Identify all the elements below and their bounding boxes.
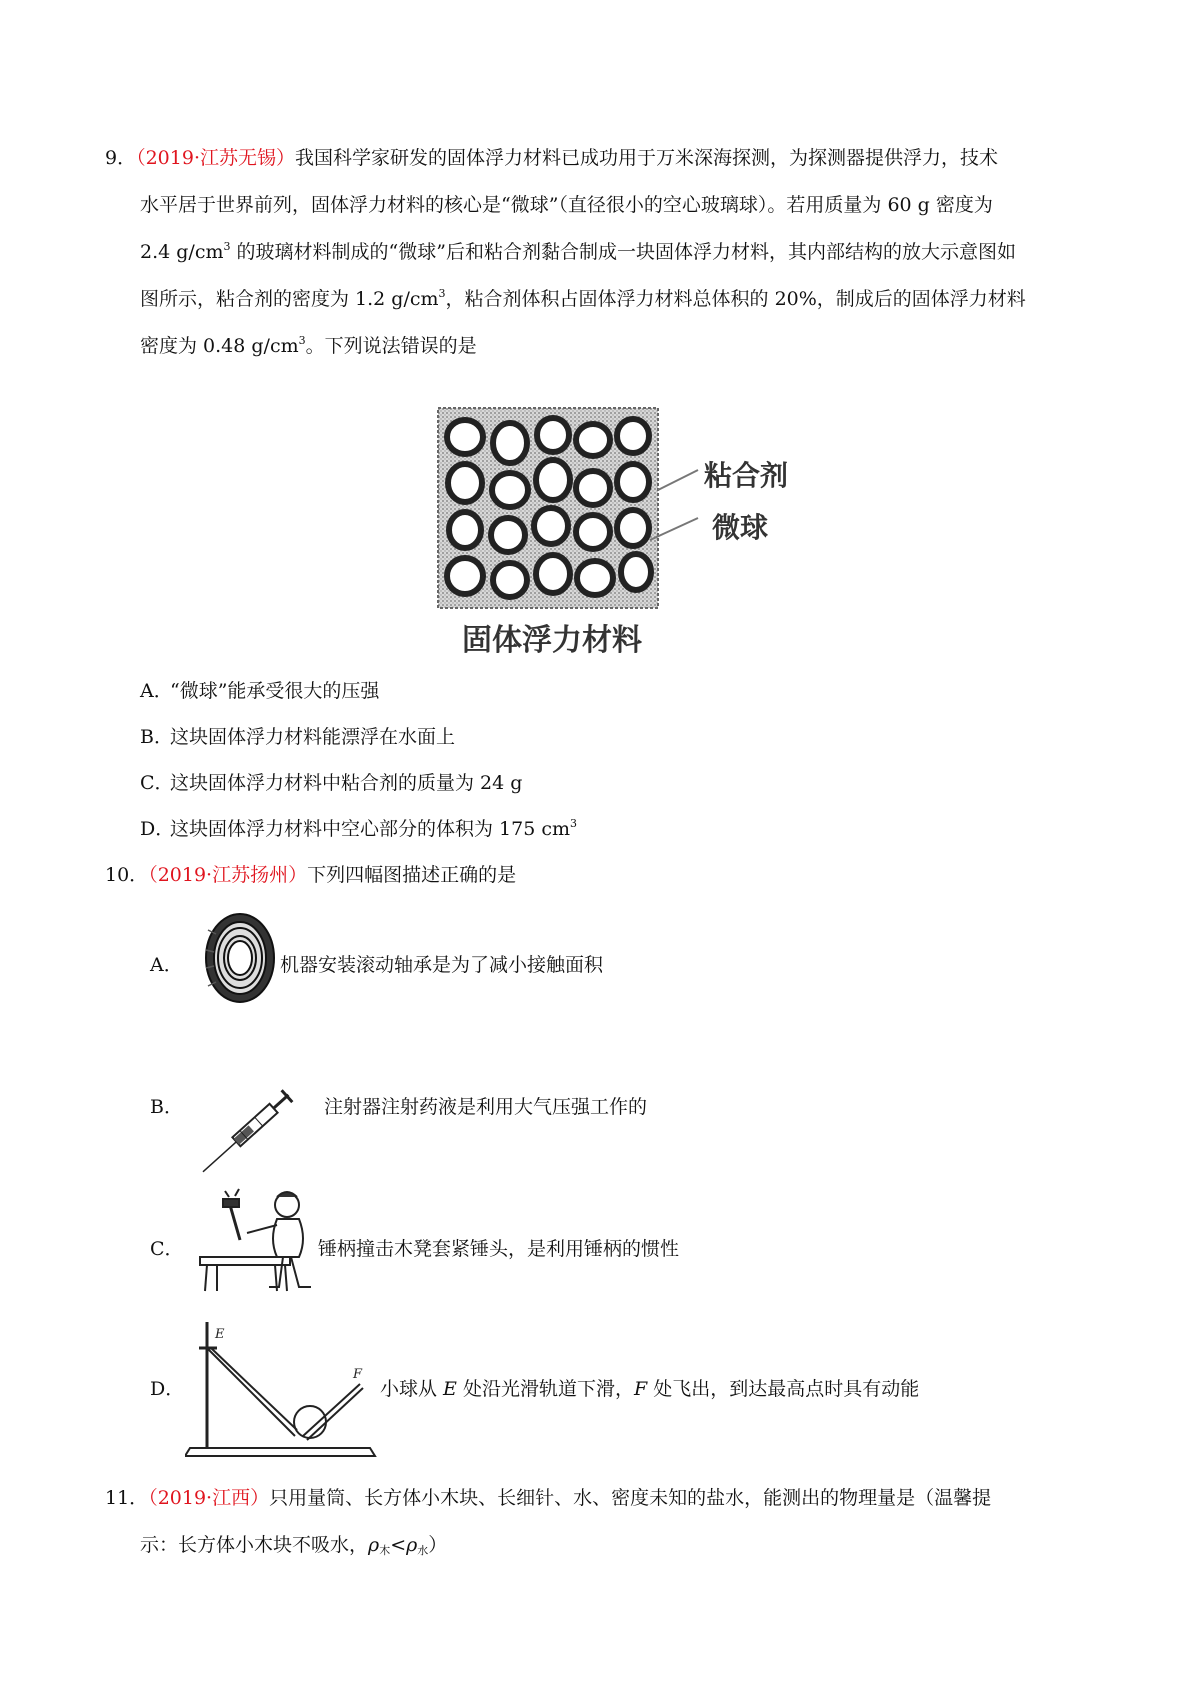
q10-option-b-text: 注射器注射药液是利用大气压强工作的 — [324, 1096, 648, 1118]
sub-wood: 木 — [379, 1544, 391, 1557]
q9-text-4c: ，粘合剂体积占固体浮力材料总体积的 20%，制成后的固体浮力材料 — [445, 288, 1026, 310]
point-f: F — [633, 1378, 648, 1400]
q9-text-3a: 2.4 g/cm — [140, 241, 224, 263]
label-f: F — [353, 1367, 363, 1382]
q9-option-b[interactable] — [140, 722, 455, 749]
q11-line-1 — [105, 1483, 991, 1510]
q11-source: （2019·江西） — [148, 1487, 270, 1509]
q9-line-2 — [140, 190, 993, 217]
q9-text-5c: 。下列说法错误的是 — [305, 335, 477, 357]
q9-text-1: 我国科学家研发的固体浮力材料已成功用于万米深海探测，为探测器提供浮力，技术 — [295, 147, 999, 169]
q10-text: 下列四幅图描述正确的是 — [307, 864, 517, 886]
option-text: “微球”能承受很大的压强 — [170, 680, 380, 702]
q10-stem — [105, 860, 516, 887]
q9-text-2: 水平居于世界前列，固体浮力材料的核心是“微球”（直径很小的空心玻璃球）。若用质量为 60 g 密度为 — [140, 194, 993, 216]
q9-text-4a: 图所示，粘合剂的密度为 1.2 g/cm — [140, 288, 439, 310]
rolling-bearing-image — [200, 910, 278, 1006]
binder-label: 粘合剂 — [704, 459, 789, 492]
option-label: A． — [140, 680, 173, 702]
q9-option-c[interactable] — [140, 768, 522, 795]
q9-line-3 — [140, 237, 1016, 264]
rho-water: ρ — [406, 1534, 418, 1556]
q10-option-b-label[interactable]: B． — [150, 1096, 183, 1118]
q10-option-c-text: 锤柄撞击木凳套紧锤头，是利用锤柄的惯性 — [318, 1238, 680, 1260]
microsphere-label: 微球 — [712, 511, 769, 544]
smooth-track-image — [185, 1318, 380, 1463]
q10-option-d-text — [380, 1374, 919, 1401]
q9-line-5 — [140, 331, 477, 358]
option-text: 这块固体浮力材料中粘合剂的质量为 24 g — [170, 772, 523, 794]
q9-line-1 — [105, 143, 998, 170]
label-e: E — [215, 1327, 225, 1342]
option-text-a: 小球从 — [380, 1378, 444, 1400]
hammer-stool-image — [195, 1185, 325, 1295]
figure-caption: 固体浮力材料 — [462, 623, 642, 658]
option-label: B． — [140, 726, 173, 748]
q10-option-a-text: 机器安装滚动轴承是为了减小接触面积 — [280, 954, 604, 976]
option-label: C． — [140, 772, 174, 794]
q9-sup-3: 3 — [223, 240, 231, 253]
q11-text-2a: 示：长方体小木块不吸水， — [140, 1534, 369, 1556]
q9-sup-4: 3 — [438, 287, 446, 300]
sub-water: 水 — [417, 1544, 429, 1557]
q9-option-d[interactable] — [140, 814, 577, 841]
q9-text-5a: 密度为 0.48 g/cm — [140, 335, 299, 357]
rho-wood: ρ — [368, 1534, 380, 1556]
q9-line-4 — [140, 284, 1026, 311]
option-sup: 3 — [570, 817, 578, 830]
option-label: D． — [140, 818, 175, 840]
q11-number: 11． — [105, 1487, 149, 1509]
q9-sup-5: 3 — [298, 334, 306, 347]
syringe-image — [200, 1075, 310, 1175]
q10-option-d-label[interactable]: D． — [150, 1378, 185, 1400]
q9-source: （2019·江苏无锡） — [136, 147, 295, 169]
q11-text-2b: ） — [428, 1534, 448, 1556]
q10-option-c-label[interactable]: C． — [150, 1238, 184, 1260]
q9-number: 9． — [105, 147, 137, 169]
option-text: 这块固体浮力材料中空心部分的体积为 175 cm — [170, 818, 571, 840]
q10-source: （2019·江苏扬州） — [148, 864, 308, 886]
less-than: < — [390, 1534, 407, 1556]
q9-text-3c: 的玻璃材料制成的“微球”后和粘合剂黏合制成一块固体浮力材料，其内部结构的放大示意图如 — [230, 241, 1016, 263]
option-text-b: 处沿光滑轨道下滑， — [456, 1378, 634, 1400]
option-text: 这块固体浮力材料能漂浮在水面上 — [170, 726, 456, 748]
q11-text-1: 只用量筒、长方体小木块、长细针、水、密度未知的盐水，能测出的物理量是（温馨提 — [269, 1487, 992, 1509]
q9-option-a[interactable] — [140, 676, 379, 703]
option-text-c: 处飞出，到达最高点时具有动能 — [647, 1378, 920, 1400]
q10-option-a-label[interactable]: A． — [150, 954, 183, 976]
point-e: E — [443, 1378, 457, 1400]
q10-number: 10． — [105, 864, 149, 886]
q11-line-2 — [140, 1530, 447, 1557]
